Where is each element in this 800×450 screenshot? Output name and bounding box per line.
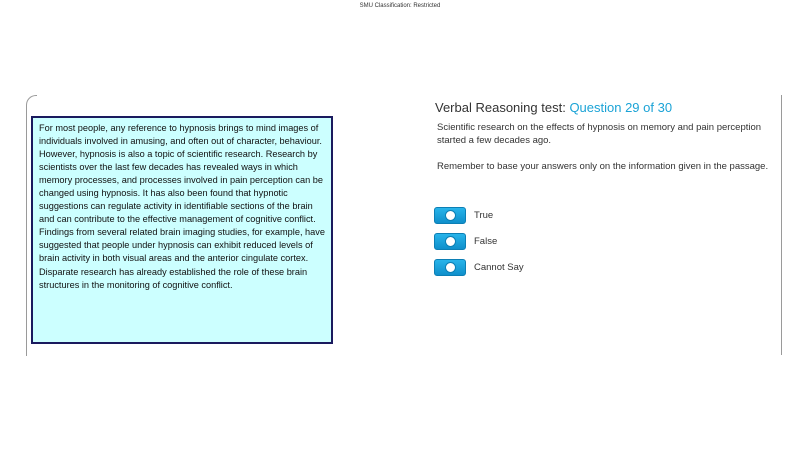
radio-toggle-false[interactable]: [434, 233, 466, 250]
answer-label-false: False: [474, 236, 498, 247]
classification-banner: SMU Classification: Restricted: [359, 3, 441, 9]
answer-option-cannot-say[interactable]: [434, 259, 524, 276]
answer-label-true: True: [474, 210, 494, 221]
content-frame-right: [781, 95, 782, 355]
answer-option-false[interactable]: [434, 233, 497, 250]
question-counter: Question 29 of 30: [569, 100, 673, 115]
radio-toggle-cannot-say[interactable]: [434, 259, 466, 276]
answer-option-true[interactable]: [434, 207, 493, 224]
radio-toggle-true[interactable]: [434, 207, 466, 224]
reading-passage: For most people, any reference to hypnosis brings to mind images of individuals involved in amusing, and often out of character, behaviour. However, hypnosis is also a topic of scientific research. Research by scientists over the last few decades has revealed ways in which memory processes, and processes involved in pain perception can be changed using hypnosis. It has also been found that hypnotic suggestions can regulate activity in identifiable sections of the brain and can contribute to the effective management of cognitive conflict. Findings from several related brain imaging studies, for example, have suggested that people under hypnosis can exhibit reduced levels of brain activity in both visual areas and the anterior cingulate cortex. Disparate research has already established the role of these brain structures in the monitoring of cognitive conflict.: [31, 116, 333, 344]
toggle-knob-icon: [445, 262, 456, 273]
toggle-knob-icon: [445, 210, 456, 221]
toggle-knob-icon: [445, 236, 456, 247]
test-title: Verbal Reasoning test:: [435, 100, 566, 115]
answer-label-cannot-say: Cannot Say: [474, 262, 524, 273]
instruction-reminder: Remember to base your answers only on the information given in the passage.: [437, 161, 769, 172]
question-header: [435, 100, 672, 115]
question-statement: Scientific research on the effects of hypnosis on memory and pain perception started a few decades ago.: [437, 122, 762, 146]
